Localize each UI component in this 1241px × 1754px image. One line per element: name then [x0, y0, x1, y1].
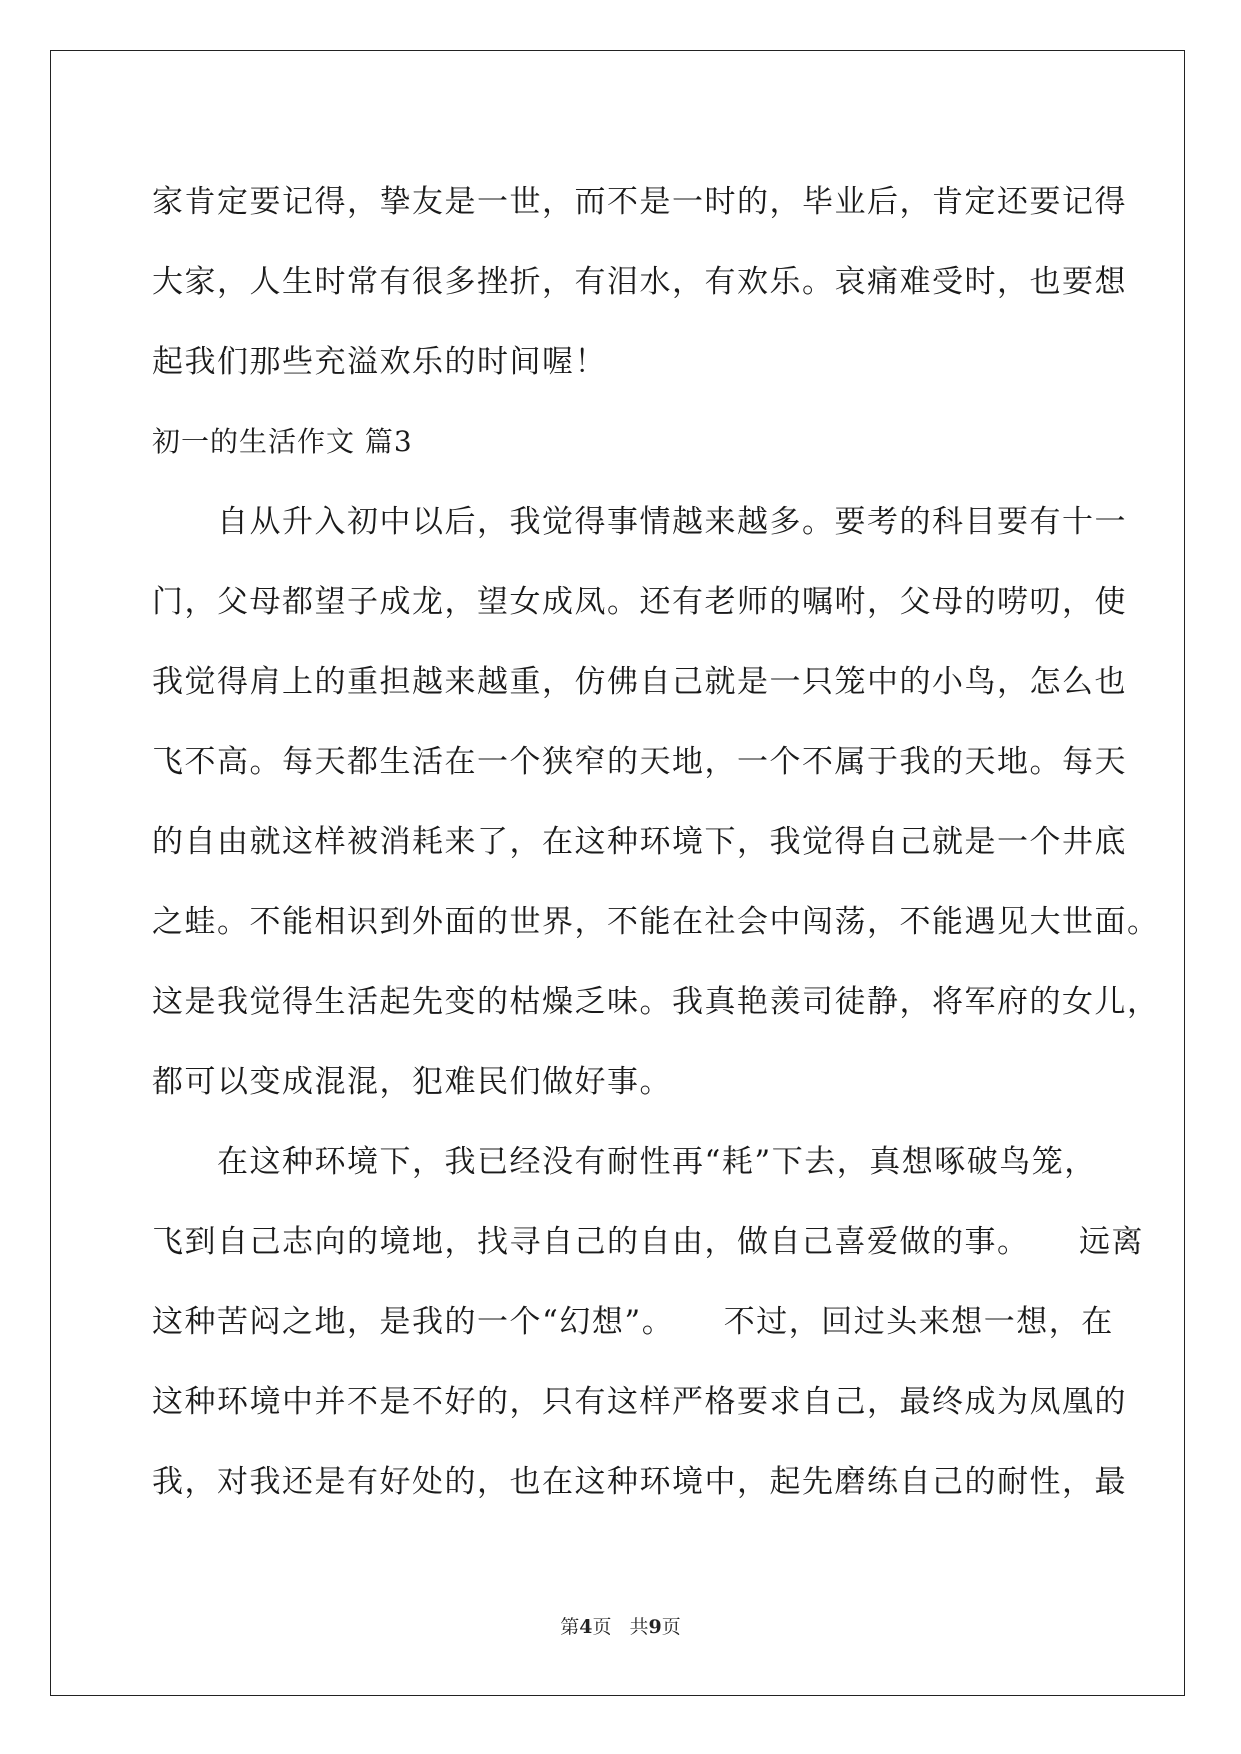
body-line: 门，父母都望子成龙，望女成凤。还有老师的嘱咐，父母的唠叨，使	[152, 584, 1127, 620]
body-line: 飞到自己志向的境地，找寻自己的自由，做自己喜爱做的事。 远离	[152, 1224, 1144, 1260]
body-line: 这种苦闷之地，是我的一个“幻想”。 不过，回过头来想一想，在	[152, 1304, 1114, 1340]
body-line: 起我们那些充溢欢乐的时间喔！	[152, 344, 607, 380]
total-prefix: 共	[629, 1616, 649, 1638]
body-line: 大家，人生时常有很多挫折，有泪水，有欢乐。哀痛难受时，也要想	[152, 264, 1127, 300]
body-line: 家肯定要记得，挚友是一世，而不是一时的，毕业后，肯定还要记得	[152, 184, 1127, 220]
body-line: 之蛙。不能相识到外面的世界，不能在社会中闯荡，不能遇见大世面。	[152, 904, 1160, 940]
body-line: 自从升入初中以后，我觉得事情越来越多。要考的科目要有十一	[152, 504, 1127, 540]
total-pages: 9	[648, 1616, 662, 1638]
page-prefix: 第	[560, 1616, 580, 1638]
document-body	[152, 162, 1160, 1522]
body-line: 都可以变成混混，犯难民们做好事。	[152, 1064, 672, 1100]
body-line: 飞不高。每天都生活在一个狭窄的天地，一个不属于我的天地。每天	[152, 744, 1127, 780]
body-line: 这种环境中并不是不好的，只有这样严格要求自己，最终成为凤凰的	[152, 1384, 1127, 1420]
page-footer	[0, 1612, 1241, 1639]
body-line: 的自由就这样被消耗来了，在这种环境下，我觉得自己就是一个井底	[152, 824, 1127, 860]
section-heading: 初一的生活作文 篇3	[152, 425, 413, 458]
page-suffix: 页	[592, 1616, 612, 1638]
body-line: 我觉得肩上的重担越来越重，仿佛自己就是一只笼中的小鸟，怎么也	[152, 664, 1127, 700]
body-line: 这是我觉得生活起先变的枯燥乏味。我真艳羡司徒静，将军府的女儿，	[152, 984, 1160, 1020]
page-number: 4	[579, 1616, 593, 1638]
total-suffix: 页	[661, 1616, 681, 1638]
body-line: 在这种环境下，我已经没有耐性再“耗”下去，真想啄破鸟笼，	[152, 1144, 1097, 1180]
body-line: 我，对我还是有好处的，也在这种环境中，起先磨练自己的耐性，最	[152, 1464, 1127, 1500]
